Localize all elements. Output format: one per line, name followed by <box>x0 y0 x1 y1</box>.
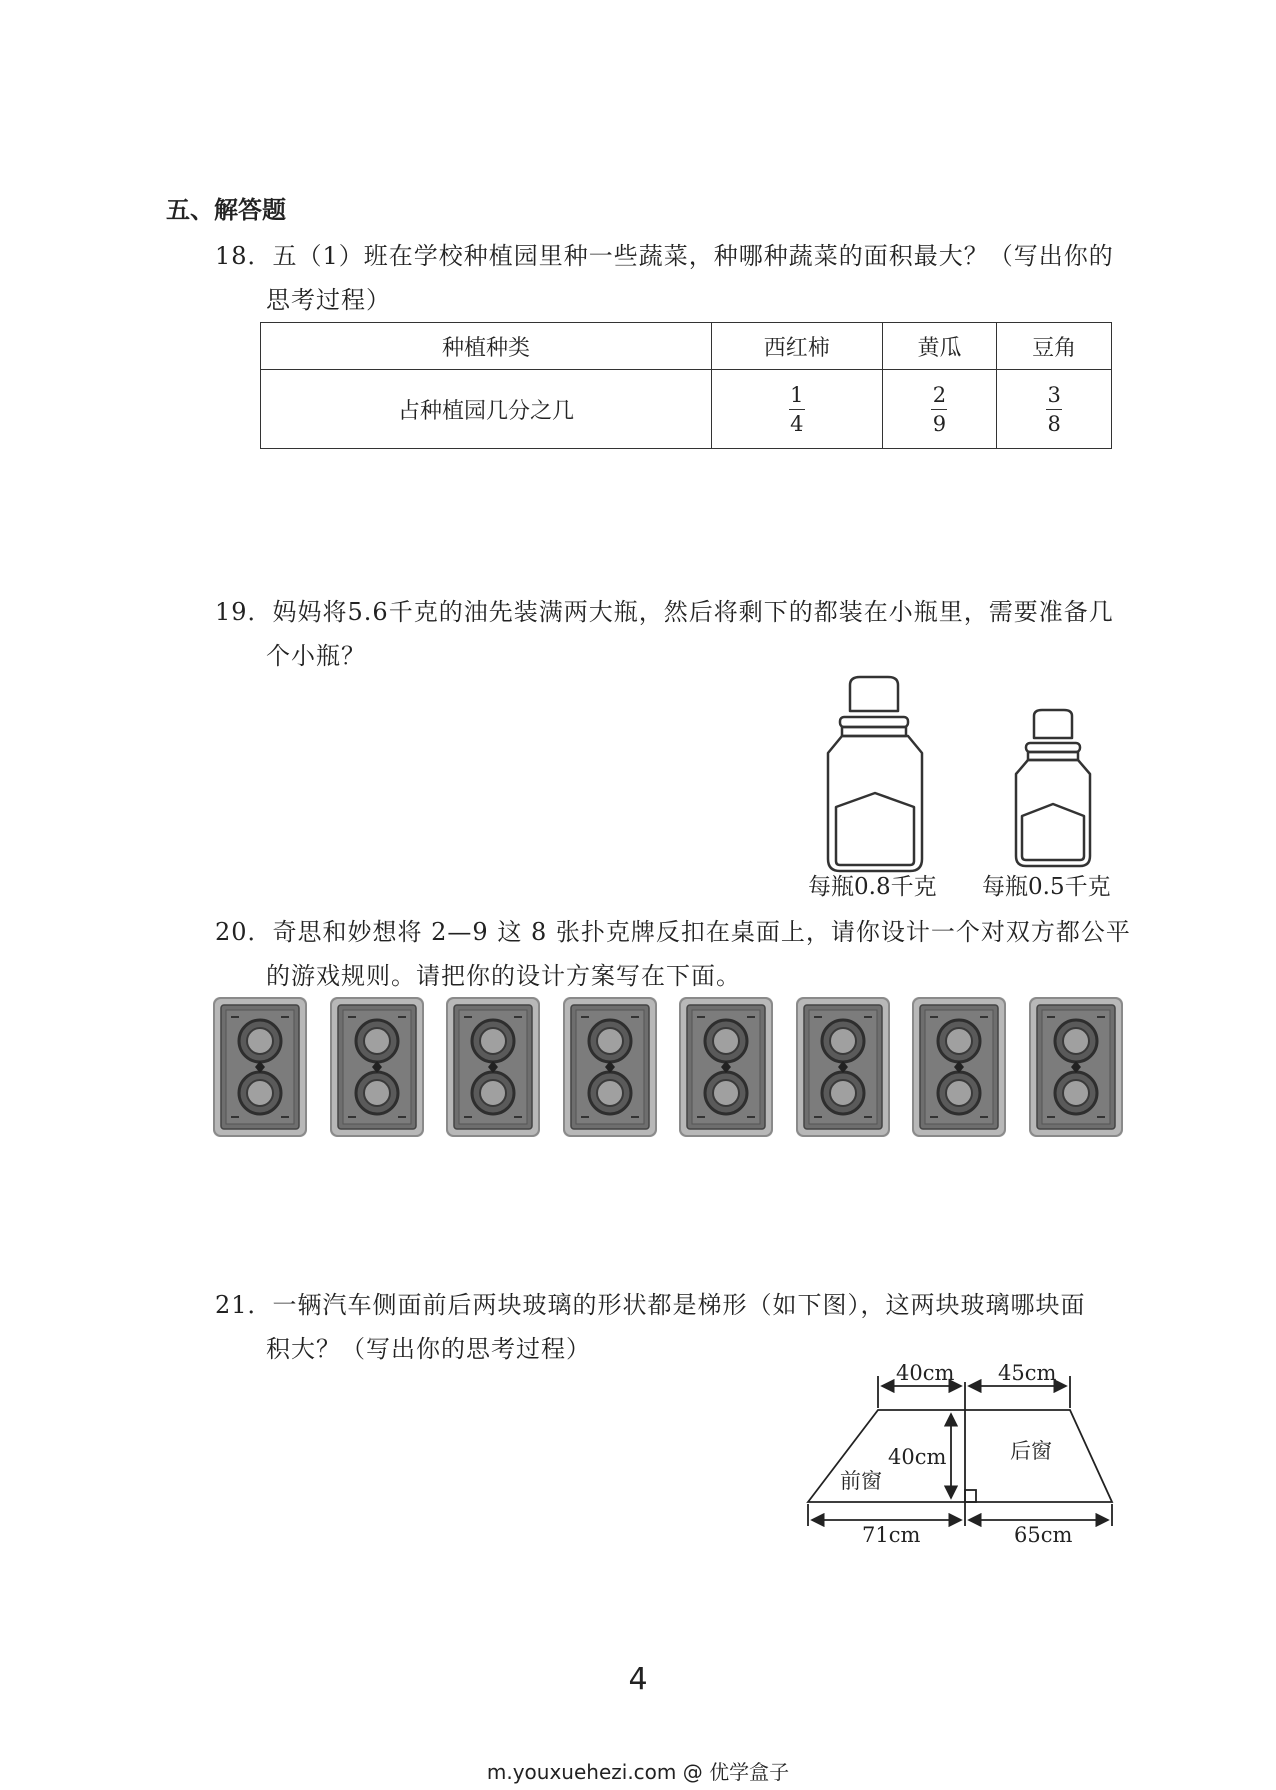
playing-card-back <box>213 997 307 1137</box>
table-row <box>261 370 1112 449</box>
fraction-numerator: 1 <box>790 382 804 407</box>
front-window-label: 前窗 <box>840 1469 882 1493</box>
fraction-bar <box>931 409 947 410</box>
table-header-cell: 西红柿 <box>711 323 882 370</box>
dim-top-right: 45cm <box>998 1362 1057 1385</box>
fraction <box>789 383 805 436</box>
fraction-denominator: 4 <box>790 411 804 436</box>
playing-card-back <box>446 997 540 1137</box>
playing-card-back <box>563 997 657 1137</box>
fraction <box>931 383 947 436</box>
dim-height: 40cm <box>888 1445 947 1469</box>
q18-text-line2: 思考过程） <box>266 286 391 314</box>
playing-card-back <box>796 997 890 1137</box>
fraction-bar <box>1046 409 1062 410</box>
table-header-row <box>261 323 1112 370</box>
playing-card-back <box>330 997 424 1137</box>
big-bottle-label: 每瓶0.8千克 <box>808 874 937 900</box>
playing-card-back <box>912 997 1006 1137</box>
table-header-cell: 豆角 <box>997 323 1112 370</box>
fraction-bar <box>789 409 805 410</box>
playing-cards-row <box>213 997 1118 1137</box>
playing-card-back <box>679 997 773 1137</box>
page-number: 4 <box>628 1662 648 1697</box>
fraction <box>1046 383 1062 436</box>
footer-watermark: m.youxuehezi.com @ 优学盒子 <box>486 1760 790 1784</box>
fraction-numerator: 3 <box>1047 382 1061 407</box>
q19-text-line1: 19．妈妈将5.6千克的油先装满两大瓶，然后将剩下的都装在小瓶里，需要准备几 <box>215 598 1114 626</box>
big-bottle-icon <box>820 675 930 875</box>
rear-window-label: 后窗 <box>1010 1439 1052 1463</box>
dim-top-left: 40cm <box>896 1362 955 1385</box>
table-header-cell: 黄瓜 <box>882 323 997 370</box>
window-trapezoid-diagram <box>800 1362 1120 1547</box>
section-title: 五、解答题 <box>166 196 286 224</box>
fraction-denominator: 9 <box>932 411 947 436</box>
small-bottle-label: 每瓶0.5千克 <box>982 874 1111 900</box>
q20-text-line1: 20．奇思和妙想将 2—9 这 8 张扑克牌反扣在桌面上，请你设计一个对双方都公平 <box>215 918 1131 946</box>
playing-card-back <box>1029 997 1123 1137</box>
dim-bottom-left: 71cm <box>862 1523 921 1547</box>
vegetable-table <box>260 322 1112 449</box>
q18-text-line1: 18．五（1）班在学校种植园里种一些蔬菜，种哪种蔬菜的面积最大？（写出你的 <box>215 242 1114 270</box>
table-cell-fraction <box>997 370 1112 449</box>
table-row-label: 占种植园几分之几 <box>261 370 712 449</box>
table-cell-fraction <box>711 370 882 449</box>
q21-text-line2: 积大？（写出你的思考过程） <box>266 1335 591 1363</box>
table-header-cell: 种植种类 <box>261 323 712 370</box>
fraction-denominator: 8 <box>1047 411 1061 436</box>
q20-text-line2: 的游戏规则。请把你的设计方案写在下面。 <box>266 962 741 990</box>
fraction-numerator: 2 <box>932 382 947 407</box>
small-bottle-icon <box>1008 708 1098 868</box>
dim-bottom-right: 65cm <box>1014 1523 1073 1547</box>
right-angle-mark <box>965 1490 976 1502</box>
q19-text-line2: 个小瓶？ <box>266 642 366 670</box>
q21-text-line1: 21．一辆汽车侧面前后两块玻璃的形状都是梯形（如下图），这两块玻璃哪块面 <box>215 1291 1086 1319</box>
table-cell-fraction <box>882 370 997 449</box>
